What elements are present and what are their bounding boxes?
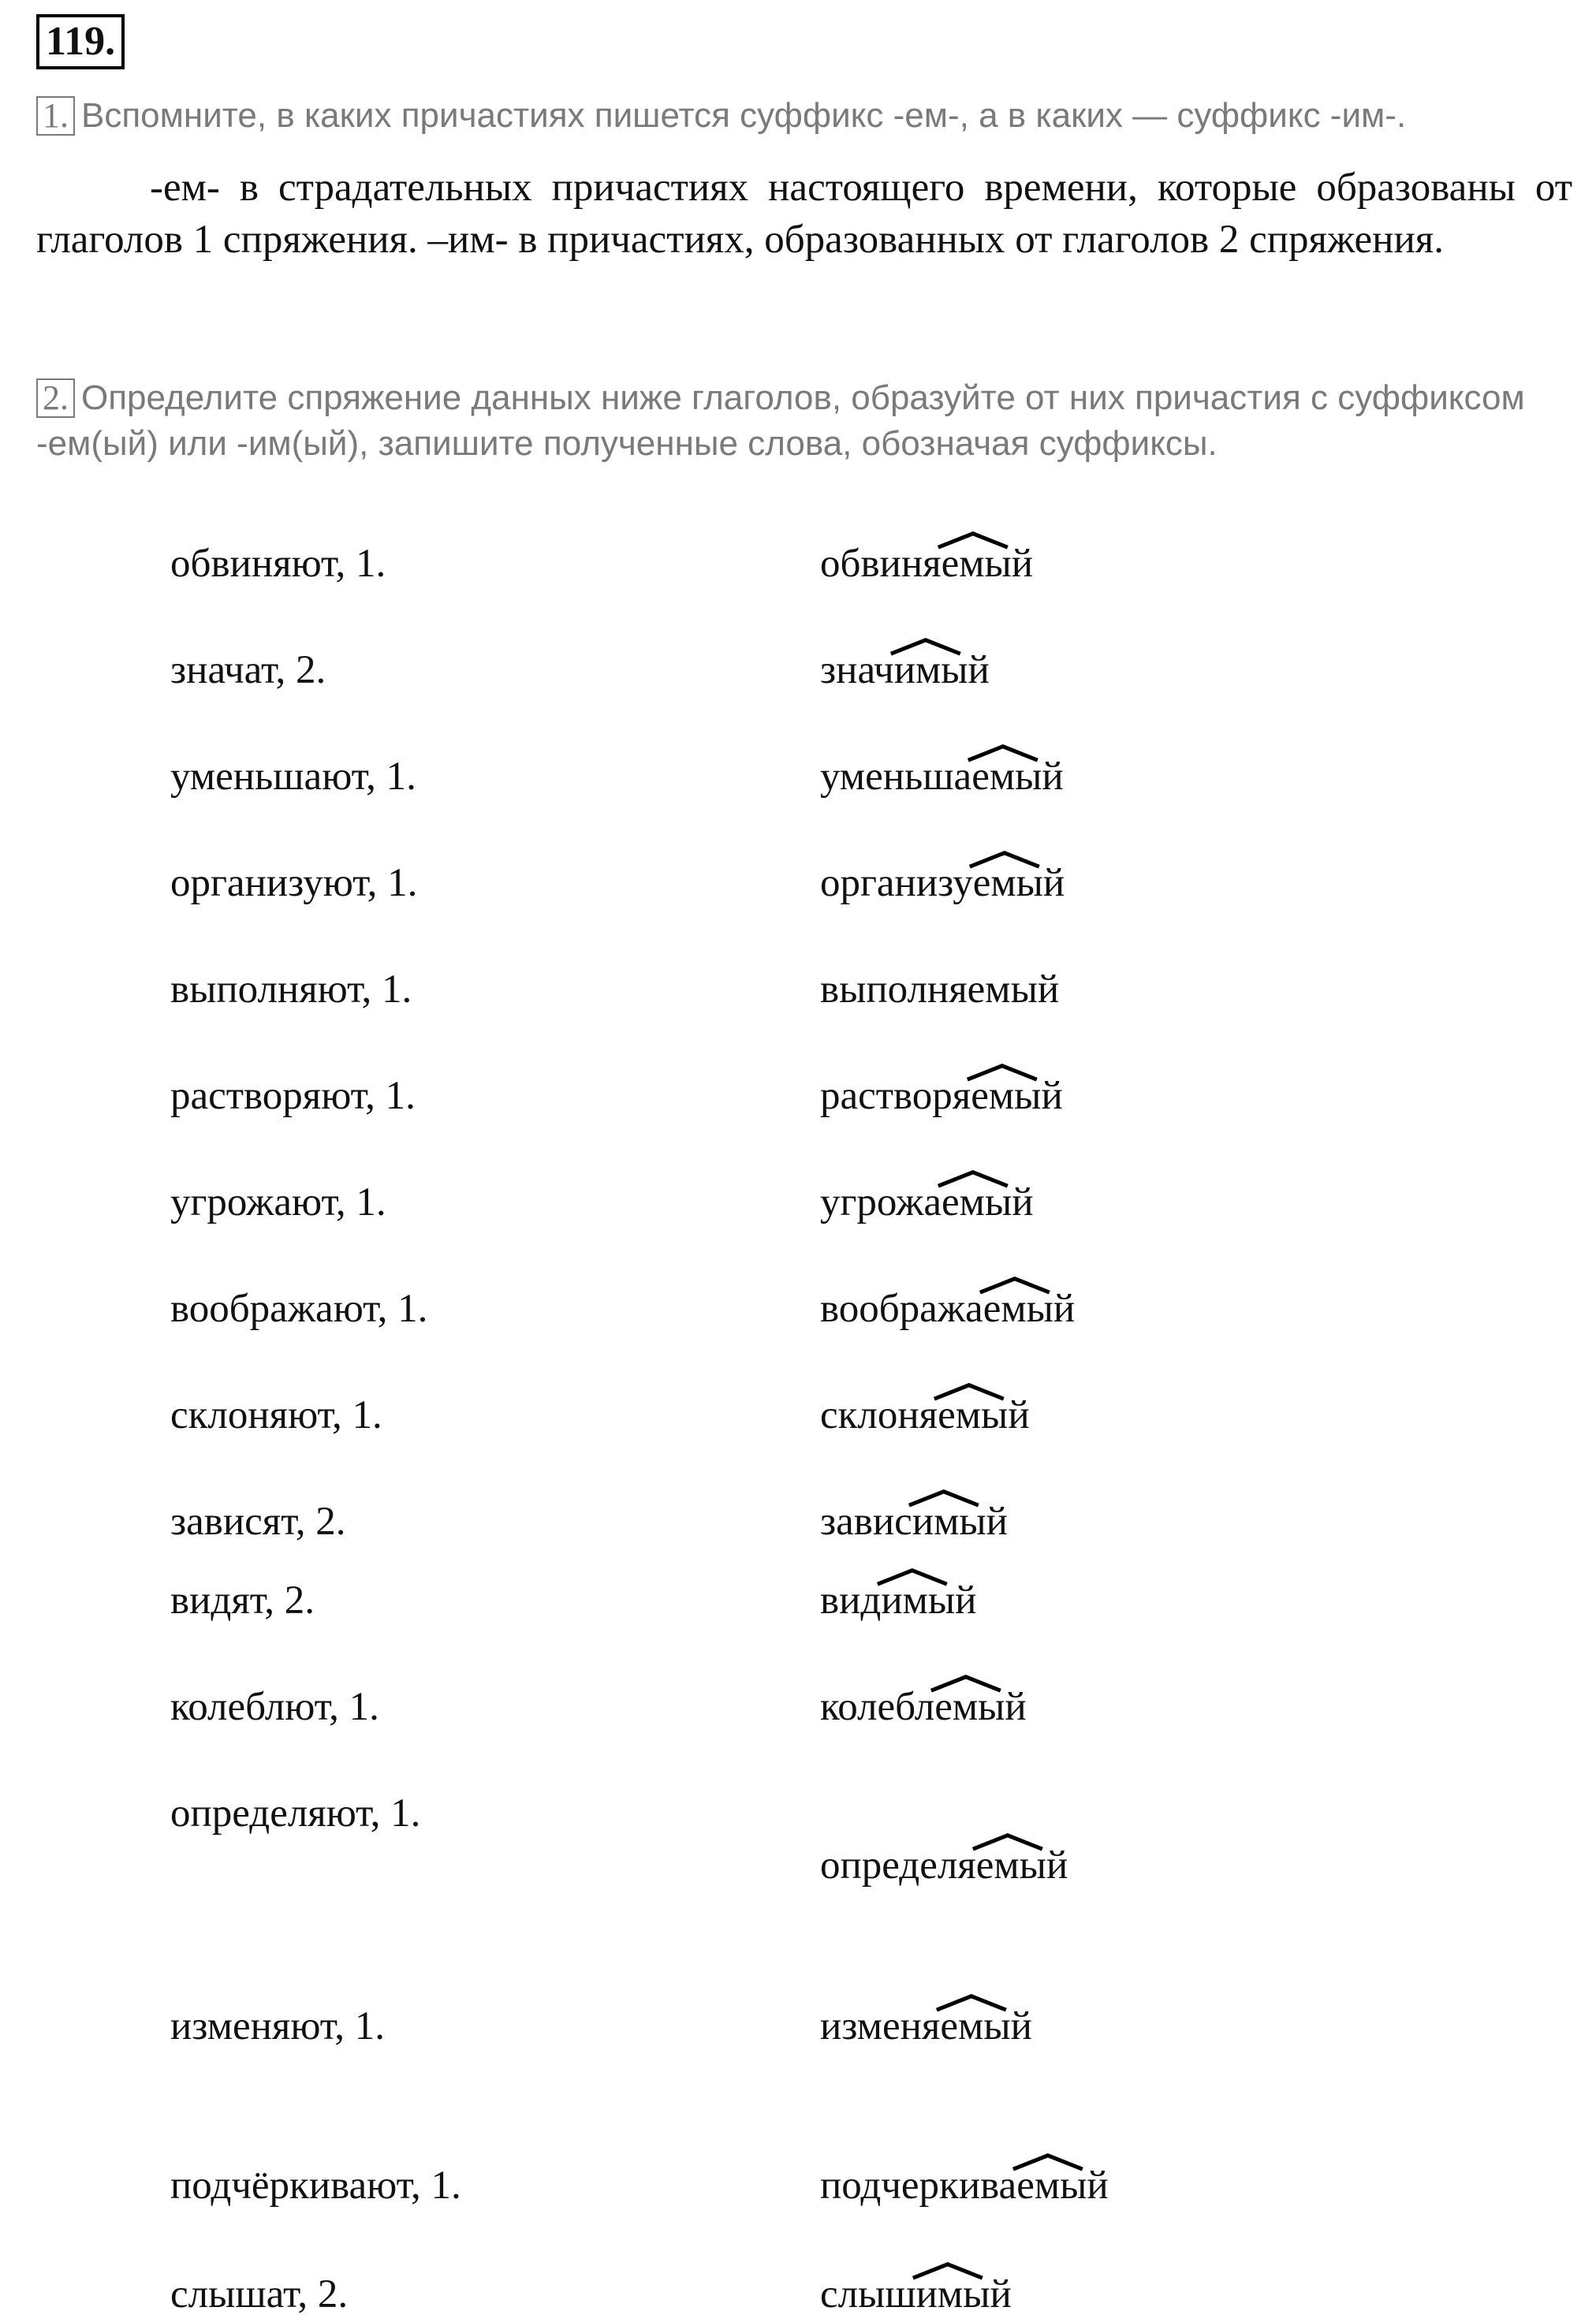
participle-stem: завис (820, 1500, 912, 1544)
participle-stem: выполняемый (820, 967, 1060, 1012)
participle-suffix: ем (942, 536, 985, 591)
participle-ending: ый (963, 2272, 1012, 2316)
suffix-mark-icon (930, 1675, 1002, 1692)
verb-form: угрожают, 1. (170, 1180, 386, 1224)
verb-form: склоняют, 1. (170, 1393, 382, 1437)
participle-ending: ый (984, 1180, 1034, 1224)
participle-stem: подчеркива (820, 2164, 1017, 2208)
participle-suffix: им (916, 2267, 964, 2322)
participle-ending: ый (1060, 2164, 1109, 2208)
participle-ending: ый (981, 1393, 1030, 1437)
suffix-mark-icon (912, 2262, 984, 2279)
suffix-mark-icon (967, 744, 1039, 762)
participle-suffix: ем (940, 1999, 983, 2054)
participle-suffix: ем (973, 855, 1016, 911)
verb-form: зависят, 2. (170, 1500, 346, 1544)
task-1-text: Вспомните, в каких причастиях пишется суффикс -ем-, а в каких — суффикс -им-. (81, 96, 1407, 135)
suffix-mark-icon (979, 1277, 1051, 1294)
participle-form (820, 1388, 1030, 1443)
participle-stem: колебл (820, 1685, 935, 1729)
task-2-prompt (36, 375, 1564, 467)
task-2-text: Определите спряжение данных ниже глаголов, образуйте от них причастия с суффиксом -ем(ый) или -им(ый), запишите полученные слова, обозначая суффиксы. (36, 378, 1525, 463)
participle-stem: растворя (820, 1074, 971, 1118)
task-1-prompt (36, 93, 1564, 139)
verb-form: значат, 2. (170, 648, 326, 692)
participle-form (820, 1068, 1063, 1124)
participle-form (820, 643, 990, 698)
participle-ending: ый (978, 1685, 1027, 1729)
verb-form: определяют, 1. (170, 1791, 421, 1836)
task-1-number: 1. (36, 96, 75, 136)
participle-stem: знач (820, 648, 894, 692)
participle-ending: ый (984, 542, 1034, 586)
verb-form: выполняют, 1. (170, 967, 412, 1012)
suffix-mark-icon (971, 1833, 1044, 1851)
verb-form: уменьшают, 1. (170, 755, 416, 799)
participle-form (820, 1175, 1034, 1230)
participle-ending: ый (941, 648, 990, 692)
participle-stem: определя (820, 1843, 976, 1888)
participle-ending: ый (1016, 861, 1065, 905)
participle-stem: обвиня (820, 542, 942, 586)
participle-suffix: им (881, 1573, 928, 1628)
verb-form: слышат, 2. (170, 2272, 349, 2316)
participle-suffix: ем (942, 1175, 985, 1230)
suffix-mark-icon (966, 1064, 1039, 1081)
suffix-mark-icon (876, 1568, 949, 1586)
participle-form (820, 1281, 1075, 1336)
exercise-number: 119. (36, 14, 125, 69)
participle-form (820, 1573, 976, 1628)
participle-form (820, 962, 1059, 1017)
verb-form: организуют, 1. (170, 861, 418, 905)
participle-form (820, 1838, 1068, 1893)
participle-suffix: ем (983, 1281, 1027, 1336)
participle-form (820, 536, 1033, 591)
participle-stem: организу (820, 861, 973, 905)
verb-form: изменяют, 1. (170, 2004, 386, 2048)
participle-form (820, 1999, 1032, 2054)
participle-suffix: ем (971, 1068, 1014, 1124)
participle-form (820, 2267, 1012, 2322)
participle-stem: слыш (820, 2272, 916, 2316)
suffix-mark-icon (935, 1994, 1008, 2011)
verb-form: обвиняют, 1. (170, 542, 386, 586)
verb-form: растворяют, 1. (170, 1074, 416, 1118)
participle-stem: уменьша (820, 755, 972, 799)
participle-stem: вообража (820, 1287, 983, 1331)
suffix-mark-icon (933, 1383, 1005, 1400)
participle-stem: вид (820, 1578, 882, 1623)
participle-form (820, 855, 1065, 911)
participle-ending: ый (983, 2004, 1032, 2048)
verb-form: колеблют, 1. (170, 1685, 379, 1729)
verb-form: видят, 2. (170, 1578, 315, 1623)
participle-form (820, 749, 1064, 804)
participle-form (820, 1679, 1027, 1735)
suffix-mark-icon (968, 851, 1041, 868)
participle-ending: ый (1026, 1287, 1076, 1331)
participle-ending: ый (1015, 755, 1064, 799)
participle-stem: изменя (820, 2004, 941, 2048)
participle-suffix: ем (938, 1388, 981, 1443)
participle-ending: ый (1019, 1843, 1068, 1888)
participle-ending: ый (1014, 1074, 1063, 1118)
participle-suffix: ем (1016, 2158, 1060, 2213)
participle-suffix: им (912, 1494, 960, 1549)
participle-ending: ый (959, 1500, 1008, 1544)
verb-form: воображают, 1. (170, 1287, 428, 1331)
suffix-mark-icon (1012, 2153, 1084, 2171)
participle-ending: ый (927, 1578, 977, 1623)
suffix-mark-icon (937, 1170, 1009, 1187)
suffix-mark-icon (937, 531, 1009, 549)
participle-suffix: им (894, 643, 942, 698)
participle-suffix: ем (976, 1838, 1020, 1893)
suffix-mark-icon (889, 638, 962, 655)
participle-suffix: ем (934, 1679, 978, 1735)
participle-stem: угрожа (820, 1180, 942, 1224)
participle-suffix: ем (971, 749, 1015, 804)
participle-form (820, 1494, 1008, 1549)
task-1-answer: -ем- в страдательных причастиях настоящего времени, которые образованы от глаголов 1 спряжения. –им- в причастиях, образованных от глаголов 2 спряжения. (36, 166, 1572, 262)
verb-form: подчёркивают, 1. (170, 2164, 461, 2208)
task-2-number: 2. (36, 378, 75, 418)
suffix-mark-icon (908, 1489, 980, 1507)
participle-stem: склоня (820, 1393, 938, 1437)
participle-form (820, 2158, 1109, 2213)
